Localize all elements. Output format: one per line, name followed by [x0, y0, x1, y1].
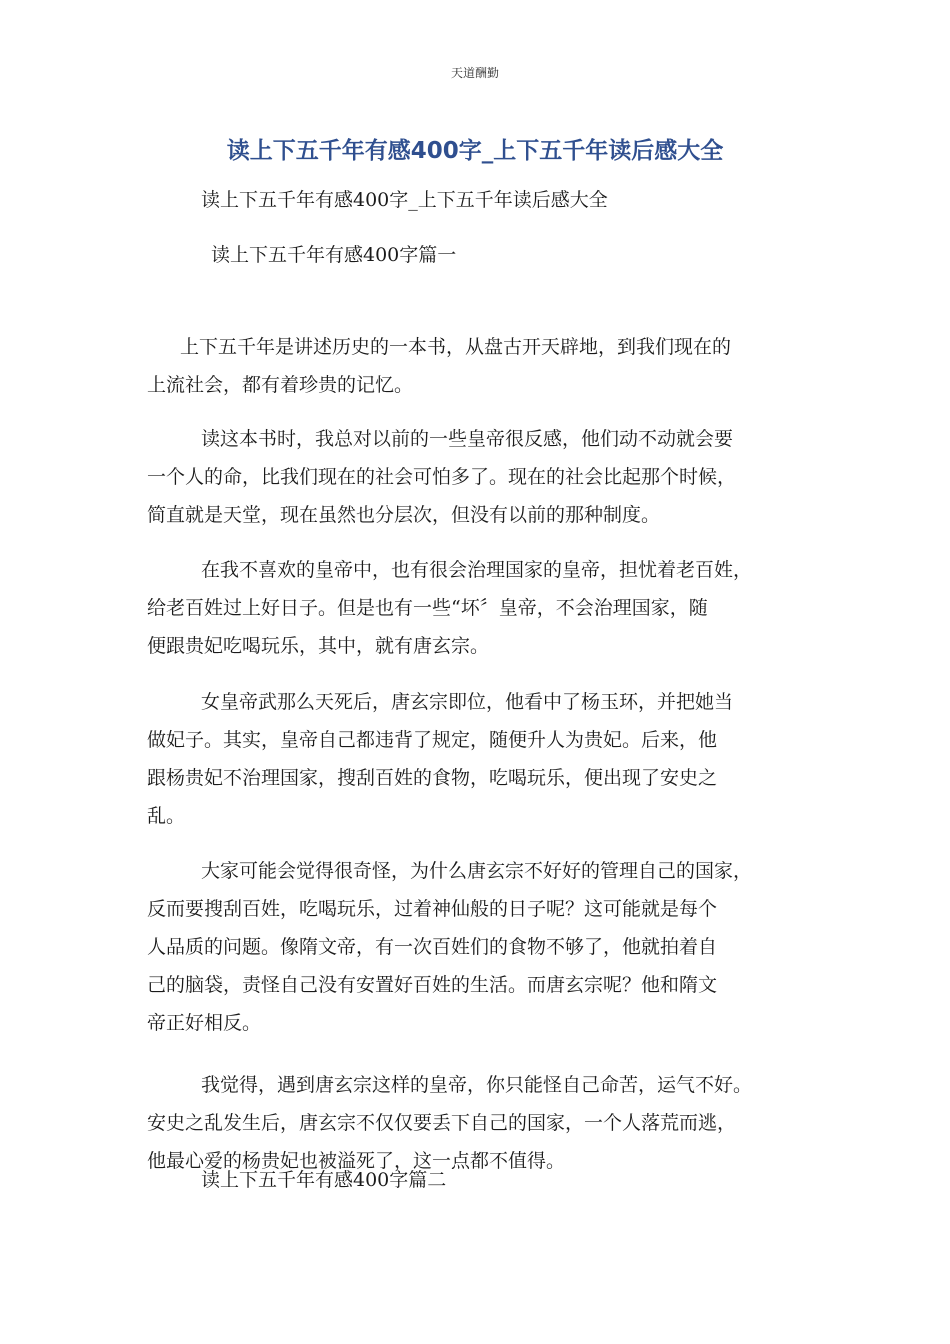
paragraph-text: 我觉得，遇到唐玄宗这样的皇帝，你只能怪自己命苦，运气不好。 安史之乱发生后，唐玄宗不仅仅要丢下自己的国家，一个人落荒而逃， 他最心爱的杨贵妃也被溢死了，这一点都不值得。	[147, 1074, 753, 1172]
paragraph-text: 上下五千年是讲述历史的一本书，从盘古开天辟地，到我们现在的 上流社会，都有着珍贵的记忆。	[147, 336, 732, 396]
section-heading-2: 读上下五千年有感400字篇二	[201, 1169, 447, 1191]
document-subtitle: 读上下五千年有感400字_上下五千年读后感大全	[201, 189, 608, 211]
document-title: 读上下五千年有感400字_上下五千年读后感大全	[226, 138, 724, 164]
paragraph-text: 在我不喜欢的皇帝中，也有很会治理国家的皇帝，担忧着老百姓， 给老百姓过上好日子。但是也有一些“坏〞皇帝，不会治理国家，随 便跟贵妃吃喝玩乐，其中，就有唐玄宗。	[147, 559, 753, 657]
page-header-watermark: 天道酬勤	[450, 66, 499, 80]
paragraph-text: 读这本书时，我总对以前的一些皇帝很反感，他们动不动就会要 一个人的命，比我们现在的社会可怕多了。现在的社会比起那个时候， 简直就是天堂，现在虽然也分层次，但没有以前的那种制度。	[147, 428, 737, 526]
section-heading-1: 读上下五千年有感400字篇一	[211, 244, 457, 266]
paragraph-text: 女皇帝武那么天死后，唐玄宗即位，他看中了杨玉环，并把她当 做妃子。其实，皇帝自己都违背了规定，随便升人为贵妃。后来，他 跟杨贵妃不治理国家，搜刮百姓的食物，吃喝玩乐，便出现了安史之 乱。	[147, 691, 734, 827]
paragraph-text: 大家可能会觉得很奇怪，为什么唐玄宗不好好的管理自己的国家， 反而要搜刮百姓，吃喝玩乐，过着神仙般的日子呢？这可能就是每个 人品质的问题。像隋文帝，有一次百姓们的食物不够了，他就拍着自 己的脑袋，责怪自己没有安置好百姓的生活。而唐玄宗呢？他和隋文 帝正好相反。	[147, 860, 753, 1034]
